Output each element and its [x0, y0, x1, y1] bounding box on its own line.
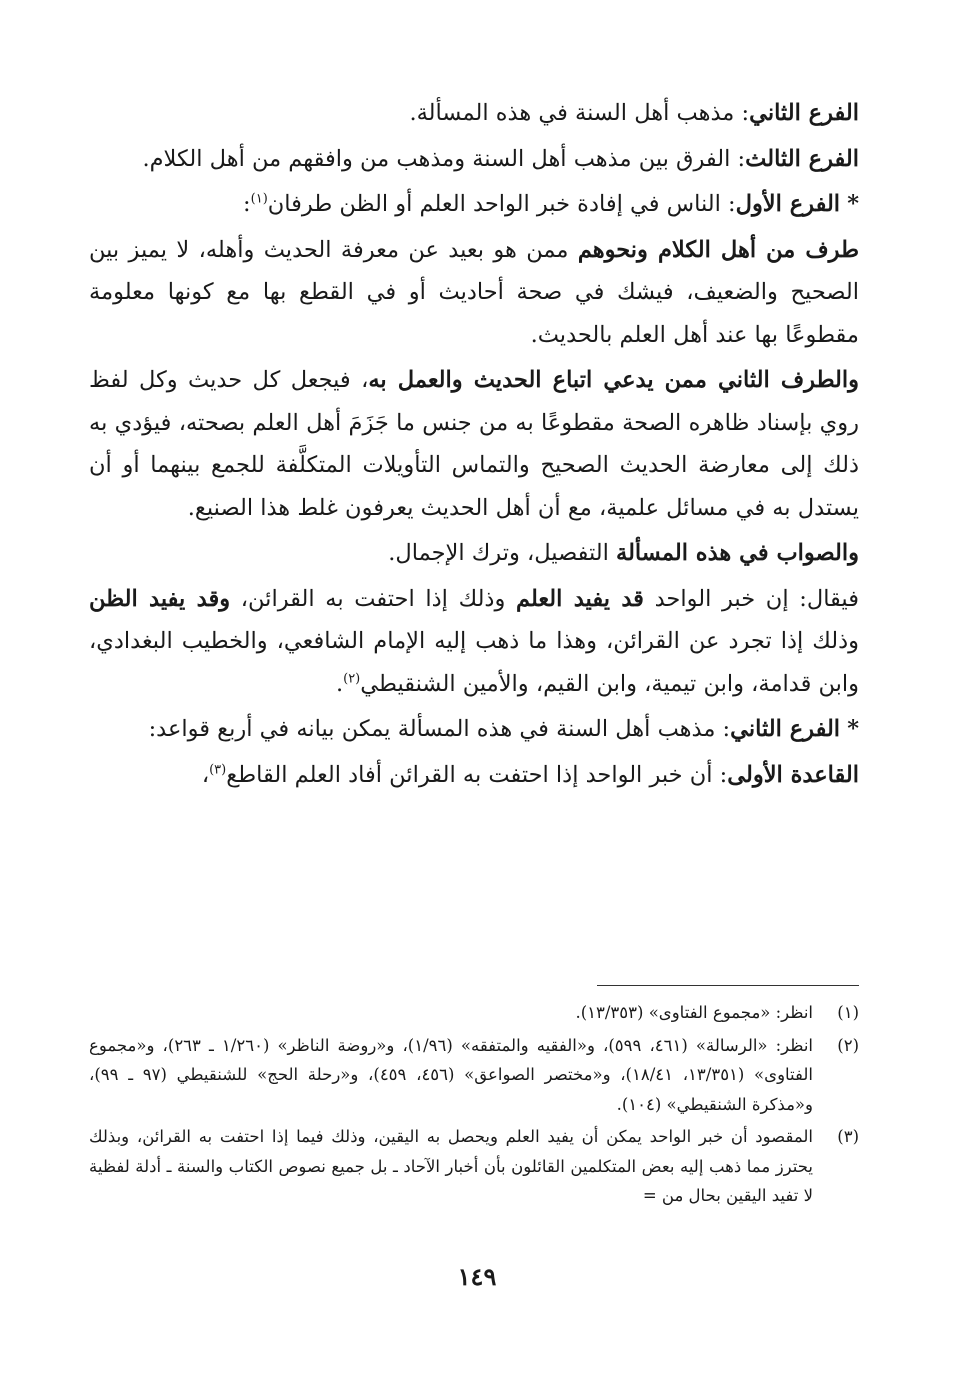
paragraph-text: وذلك إذا تجرد عن القرائن، وهذا ما ذهب إليه الإمام الشافعي، والخطيب البغدادي، وابن قدامة، وابن تيمية، وابن القيم، والأمين الشنقيطي — [89, 628, 859, 697]
heading-text: طرف من أهل الكلام ونحوهم — [577, 236, 859, 263]
footnote-ref[interactable]: (٣) — [209, 762, 227, 777]
paragraph-text: فيقال: إن خبر الواحد — [643, 585, 859, 612]
paragraph — [89, 708, 859, 751]
footnote-number: (١) — [837, 1003, 859, 1022]
heading-text: القاعدة الأولى — [727, 761, 859, 788]
paragraph-text: التفصيل، وترك الإجمال. — [388, 540, 617, 566]
star-marker: * — [847, 191, 859, 217]
emphasis-text: وقد يفيد الظن — [89, 585, 231, 612]
footnote-number: (٢) — [837, 1035, 859, 1055]
paragraph-text: : أن خبر الواحد إذا احتفت به القرائن أفاد العلم القاطع — [226, 761, 728, 788]
footnote-ref[interactable]: (١) — [250, 191, 268, 207]
heading-text: الفرع الثاني — [730, 716, 841, 742]
footnote-number: (٣) — [837, 1127, 859, 1146]
footnote-item — [89, 1122, 859, 1211]
paragraph-text: : مذهب أهل السنة في هذه المسألة. — [409, 100, 750, 126]
footnote-ref[interactable]: (٢) — [343, 671, 361, 686]
paragraph — [89, 359, 859, 529]
paragraph-text: ممن هو بعيد عن معرفة الحديث وأهله، لا يميز بين الصحيح والضعيف، فيشك في صحة أحاديث أو في القطع بها مع كونها معلومة مقطوعًا بها عند أهل العلم بالحديث. — [89, 236, 859, 348]
paragraph — [89, 92, 859, 135]
paragraph — [89, 138, 859, 181]
paragraph — [89, 183, 859, 226]
paragraph — [89, 532, 859, 575]
heading-text: والصواب في هذه المسألة — [616, 540, 859, 566]
paragraph-text: : الناس في إفادة خبر الواحد العلم أو الظن طرفان — [267, 191, 736, 217]
paragraph — [89, 754, 859, 797]
footnote-item — [89, 1031, 859, 1120]
paragraph-text: : الفرق بين مذهب أهل السنة ومذهب من وافقهم من أهل الكلام. — [142, 145, 746, 172]
main-text — [89, 92, 859, 799]
heading-text: الفرع الأول — [735, 191, 841, 217]
paragraph — [89, 578, 859, 706]
footnote-text: المقصود أن خبر الواحد يمكن أن يفيد العلم ويحصل به اليقين، وذلك فيما إذا احتفت به القرائن، وبذلك يحترز مما ذهب إليه بعض المتكلمين القائلون بأن أخبار الآحاد ـ بل جميع نصوص الكتاب والسنة ـ أدلة لفظية لا تفيد اليقين بحال من = — [89, 1127, 813, 1205]
heading-text: الفرع الثاني — [749, 100, 859, 126]
footnote-item — [89, 998, 859, 1028]
punctuation: ، — [201, 761, 210, 788]
footnote-text: انظر: «مجموع الفتاوى» (١٣/٣٥٣). — [575, 1003, 813, 1022]
paragraph-text: : مذهب أهل السنة في هذه المسألة يمكن بيانه في أربع قواعد: — [148, 716, 731, 742]
punctuation: : — [243, 191, 251, 217]
emphasis-text: قد يفيد العلم — [516, 585, 644, 612]
footnote-text: انظر: «الرسالة» (٤٦١، ٥٩٩)، و«الفقيه والمتفقه» (١/٩٦)، و«روضة الناظر» (١/٢٦٠ ـ ٢٦٣)، و«مجموع الفتاوى» (١٣/٣٥١، ١٨/٤١)، و«مختصر الصواعق» (٤٥٦، ٤٥٩)، و«رحلة الحج» للشنقيطي (٩٧ ـ ٩٩)، و«مذكرة الشنقيطي» (١٠٤). — [89, 1035, 813, 1114]
punctuation: . — [335, 670, 344, 697]
paragraph-text: وذلك إذا احتفت به القرائن، — [230, 585, 516, 612]
heading-text: الفرع الثالث — [745, 145, 859, 172]
heading-text: والطرف الثاني ممن يدعي اتباع الحديث والعمل به — [368, 367, 859, 393]
star-marker: * — [847, 716, 859, 742]
paragraph — [89, 229, 859, 357]
page-number: ١٤٩ — [457, 1262, 497, 1291]
footnote-divider — [597, 985, 859, 986]
paragraph-text: ، فيجعل كل حديث وكل لفظ روي بإسناد ظاهره الصحة مقطوعًا به من جنس ما جَزَمَ أهل العلم بصحته، فيؤدي به ذلك إلى معارضة الحديث الصحيح والتماس التأويلات المتكلَّفة للجمع بينهما أو أن يستدل به في مسائل علمية، مع أن أهل الحديث يعرفون غلط هذا الصنيع. — [89, 367, 859, 521]
footnotes — [89, 998, 859, 1214]
